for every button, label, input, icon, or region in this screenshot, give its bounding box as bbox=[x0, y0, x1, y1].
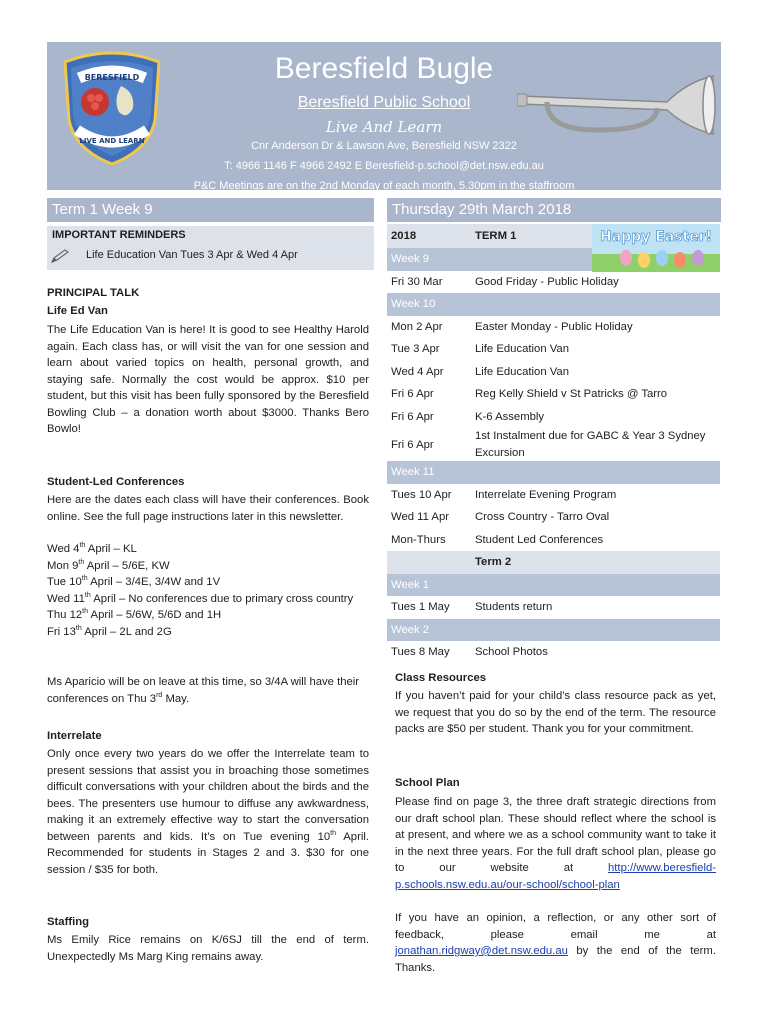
issue-date-bar: Thursday 29th March 2018 bbox=[387, 198, 721, 222]
conferences-intro: Here are the dates each class will have their conferences. Book online. See the full page instructions later in this newsletter. bbox=[47, 494, 369, 523]
calendar-term: TERM 1 bbox=[475, 229, 517, 242]
calendar-term-label: Term 2 bbox=[475, 556, 512, 568]
event-description: Cross Country - Tarro Oval bbox=[475, 511, 610, 523]
conference-date bbox=[47, 624, 369, 641]
conferences-note bbox=[47, 674, 369, 707]
conference-date-part: th bbox=[79, 542, 86, 550]
event-date: Fri 6 Apr bbox=[391, 438, 434, 451]
principal-email-link[interactable]: jonathan.ridgway@det.nsw.edu.au bbox=[395, 945, 568, 957]
school-contacts: T: 4966 1146 F 4966 2492 E Beresfield-p.school@det.nsw.edu.au bbox=[224, 160, 544, 172]
event-description: School Photos bbox=[475, 646, 548, 658]
conference-date-part: Mon 9 bbox=[47, 559, 79, 572]
interrelate-end: April. Recommended for students in Stages 2 and 3. $30 for one session / $35 for both. bbox=[47, 830, 369, 876]
event-description: Life Education Van bbox=[475, 365, 569, 378]
school-name: Beresfield Public School bbox=[297, 94, 471, 111]
principal-heading: PRINCIPAL TALK bbox=[47, 287, 140, 299]
conference-date bbox=[47, 607, 369, 624]
staffing-text: Ms Emily Rice remains on K/6SJ till the end of term. Unexpectedly Ms Marg King remains away. bbox=[47, 934, 369, 963]
note-end: May. bbox=[162, 692, 190, 705]
calendar-event-row bbox=[387, 506, 720, 529]
conference-date-part: April – 5/6E, KW bbox=[84, 559, 170, 572]
calendar-event-row bbox=[387, 361, 720, 384]
reminders-title: IMPORTANT REMINDERS bbox=[52, 229, 186, 241]
feedback-body: If you have an opinion, a reflection, or any other sort of feedback, please email me at bbox=[395, 912, 716, 941]
newsletter-title: Beresfield Bugle bbox=[274, 52, 494, 85]
calendar-event-row bbox=[387, 596, 720, 619]
event-date: Tues 10 Apr bbox=[391, 488, 452, 501]
event-description: Students return bbox=[475, 601, 553, 613]
easter-banner bbox=[592, 224, 720, 272]
calendar-week-row: Week 9 bbox=[387, 248, 720, 271]
school-plan-text bbox=[395, 794, 716, 893]
crest-text-top: BERESFIELD bbox=[84, 73, 140, 82]
conference-date-part: th bbox=[75, 624, 82, 632]
interrelate-sup: th bbox=[330, 829, 337, 837]
calendar-event-row bbox=[387, 529, 720, 552]
crest-text-bottom: LIVE AND LEARN bbox=[79, 137, 145, 145]
conference-date-part: April – KL bbox=[85, 543, 137, 555]
conference-date bbox=[47, 591, 369, 608]
conference-date-part: th bbox=[78, 558, 85, 566]
conference-date-part: April – 5/6W, 5/6D and 1H bbox=[88, 609, 222, 621]
calendar-event-row bbox=[387, 383, 720, 406]
interrelate-heading: Interrelate bbox=[47, 730, 102, 742]
class-resources-text: If you haven’t paid for your child’s class resource pack as yet, we request that you do so by the end of the term. The resource packs are $50 per student. Thank you for your commitment. bbox=[395, 690, 716, 735]
calendar-week-row: Week 11 bbox=[387, 461, 720, 484]
calendar-event-row bbox=[387, 641, 720, 664]
school-address: Cnr Anderson Dr & Lawson Ave, Beresfield NSW 2322 bbox=[251, 140, 517, 152]
masthead bbox=[47, 42, 721, 190]
calendar-event-row bbox=[387, 428, 720, 461]
conference-date-part: April – 2L and 2G bbox=[81, 625, 172, 638]
egg-icon bbox=[674, 252, 686, 268]
calendar-rows bbox=[387, 248, 720, 664]
event-date: Fri 6 Apr bbox=[391, 410, 434, 423]
calendar-event-row bbox=[387, 406, 720, 429]
life-ed-van-text: The Life Education Van is here! It is good to see Healthy Harold again. Each class has, or will visit the van for one session and learn about varied topics on health, personal growth, and staying safe. Normally the cost would be approx. $10 per student, but this visit has been fully sponsored by the Beresfield Bowling Club – a donation worth about $3000. Thanks Bero Bowlo! bbox=[47, 324, 369, 435]
event-date: Mon 2 Apr bbox=[391, 320, 443, 333]
school-motto: Live And Learn bbox=[325, 118, 443, 136]
event-description: Interrelate Evening Program bbox=[475, 488, 617, 501]
school-plan-link[interactable]: http://www.beresfield-p.schools.nsw.edu.au/our-school/school-plan bbox=[395, 862, 717, 891]
pc-meetings-note: P&C Meetings are on the 2nd Monday of each month, 5.30pm in the staffroom bbox=[193, 180, 575, 190]
calendar-term-row bbox=[387, 551, 720, 574]
conference-date-part: April – 3/4E, 3/4W and 1V bbox=[87, 576, 221, 588]
calendar-event-row bbox=[387, 338, 720, 361]
calendar-week-row: Week 2 bbox=[387, 619, 720, 642]
school-plan-body: Please find on page 3, the three draft strategic directions from our draft school plan. These should reflect where the school is at present, and where we as a school community want to take it in the next three years. For the full draft school plan, please go to our website at bbox=[395, 796, 716, 874]
conference-date-part: Thu 12 bbox=[47, 609, 83, 621]
conference-date-part: April – No conferences due to primary cross country bbox=[90, 592, 354, 605]
event-date: Fri 6 Apr bbox=[391, 388, 434, 401]
egg-icon bbox=[638, 252, 650, 268]
life-ed-van-heading: Life Ed Van bbox=[47, 305, 108, 317]
staffing-heading: Staffing bbox=[47, 916, 90, 928]
conference-date-part: th bbox=[84, 591, 91, 599]
note-sup: rd bbox=[156, 691, 163, 699]
term-calendar bbox=[387, 224, 720, 664]
pencil-icon bbox=[51, 249, 69, 263]
conference-date bbox=[47, 558, 369, 575]
calendar-event-row bbox=[387, 271, 720, 294]
conference-dates-list bbox=[47, 541, 369, 640]
feedback-text bbox=[395, 910, 716, 976]
note-text: Ms Aparicio will be on leave at this time, so 3/4A will have their conferences on Thu 3 bbox=[47, 676, 360, 705]
event-description: K-6 Assembly bbox=[475, 410, 545, 423]
egg-icon bbox=[656, 250, 668, 266]
conference-date bbox=[47, 574, 369, 591]
school-plan-heading: School Plan bbox=[395, 777, 460, 789]
feedback-end: by the end of the term. Thanks. bbox=[395, 945, 716, 974]
event-description: Good Friday - Public Holiday bbox=[475, 275, 619, 288]
event-date: Tues 1 May bbox=[391, 601, 450, 614]
easter-banner-text: Happy Easter! bbox=[599, 229, 713, 245]
event-date: Tues 8 May bbox=[391, 646, 450, 659]
class-resources-heading: Class Resources bbox=[395, 672, 487, 684]
egg-icon bbox=[692, 250, 704, 266]
event-date: Fri 30 Mar bbox=[391, 275, 443, 288]
conference-date-part: Tue 10 bbox=[47, 576, 82, 588]
conference-date bbox=[47, 541, 369, 558]
bugle-icon bbox=[517, 72, 717, 142]
event-date: Mon-Thurs bbox=[391, 533, 446, 546]
conference-date-part: th bbox=[82, 608, 89, 616]
event-description: Easter Monday - Public Holiday bbox=[475, 320, 633, 333]
event-description: Reg Kelly Shield v St Patricks @ Tarro bbox=[475, 388, 668, 400]
event-description: Life Education Van bbox=[475, 343, 569, 355]
reminder-item: Life Education Van Tues 3 Apr & Wed 4 Apr bbox=[86, 249, 298, 261]
calendar-year: 2018 bbox=[391, 230, 417, 242]
calendar-event-row bbox=[387, 484, 720, 507]
conference-date-part: Fri 13 bbox=[47, 625, 76, 638]
conference-date-part: th bbox=[81, 575, 88, 583]
conference-date-part: Wed 4 bbox=[47, 543, 80, 555]
calendar-week-row: Week 1 bbox=[387, 574, 720, 597]
event-date: Tue 3 Apr bbox=[391, 343, 440, 356]
event-date: Wed 11 Apr bbox=[391, 511, 449, 524]
event-description: Student Led Conferences bbox=[475, 533, 604, 546]
calendar-week-row: Week 10 bbox=[387, 293, 720, 316]
interrelate-body: Only once every two years do we offer the Interrelate team to present sessions that assist you in broaching those sometimes difficult conversations with your children about the birds and the bees. The presenters use humour to diffuse any awkwardness, making it an extremely effective way to start the conversation between parents and kids. It’s on Tue evening 10 bbox=[47, 748, 369, 843]
conferences-heading: Student-Led Conferences bbox=[47, 476, 185, 488]
calendar-event-row bbox=[387, 316, 720, 339]
event-description: 1st Instalment due for GABC & Year 3 Sydney Excursion bbox=[475, 430, 706, 459]
egg-icon bbox=[620, 250, 632, 266]
event-date: Wed 4 Apr bbox=[391, 365, 444, 378]
conference-date-part: Wed 11 bbox=[47, 592, 85, 605]
term-week-bar: Term 1 Week 9 bbox=[47, 198, 374, 222]
interrelate-text bbox=[47, 746, 369, 878]
